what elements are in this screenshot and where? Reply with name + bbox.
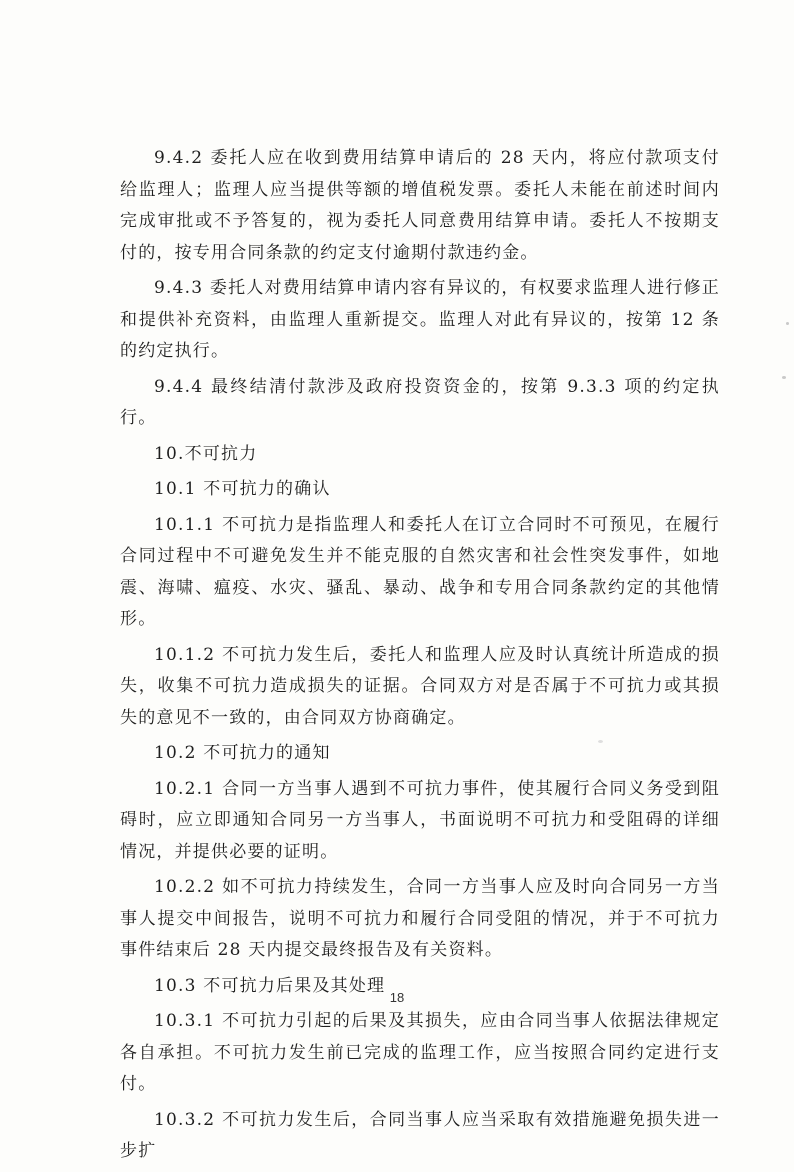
scan-speck (786, 322, 789, 325)
scan-speck (598, 740, 603, 743)
section-heading-10-2: 10.2 不可抗力的通知 (154, 743, 331, 763)
clause-9-4-4: 9.4.4 最终结清付款涉及政府投资资金的，按第 9.3.3 项的约定执行。 (120, 376, 720, 428)
clause-10-3-2: 10.3.2 不可抗力发生后，合同当事人应当采取有效措施避免损失进一步扩 (120, 1109, 720, 1161)
clause-10-1-1: 10.1.1 不可抗力是指监理人和委托人在订立合同时不可预见，在履行合同过程中不可避免发生并不能克服的自然灾害和社会性突发事件，如地震、海啸、瘟疫、水灾、骚乱、暴动、战争和专用合同条款约定的其他情形。 (120, 514, 720, 629)
clause-9-4-3: 9.4.3 委托人对费用结算申请内容有异议的，有权要求监理人进行修正和提供补充资料，由监理人重新提交。监理人对此有异议的，按第 12 条的约定执行。 (120, 278, 720, 361)
clause-10-1-2: 10.1.2 不可抗力发生后，委托人和监理人应及时认真统计所造成的损失，收集不可抗力造成损失的证据。合同双方对是否属于不可抗力或其损失的意见不一致的，由合同双方协商确定。 (120, 644, 720, 728)
section-heading-10-1: 10.1 不可抗力的确认 (154, 479, 331, 499)
clause-9-4-2: 9.4.2 委托人应在收到费用结算申请后的 28 天内，将应付款项支付给监理人；监理人应当提供等额的增值税发票。委托人未能在前述时间内完成审批或不予答复的，视为委托人同意费用结算申请。委托人不按期支付的，按专用合同条款的约定支付逾期付款违约金。 (120, 148, 720, 263)
clause-10-2-2: 10.2.2 如不可抗力持续发生，合同一方当事人应及时向合同另一方当事人提交中间报告，说明不可抗力和履行合同受阻的情况，并于不可抗力事件结束后 28 天内提交最终报告及有关资料。 (120, 877, 720, 960)
document-body (120, 143, 720, 1172)
clause-10-2-1: 10.2.1 合同一方当事人遇到不可抗力事件，使其履行合同义务受到阻碍时，应立即通知合同另一方当事人，书面说明不可抗力和受阻碍的详细情况，并提供必要的证明。 (120, 778, 720, 862)
scan-speck (782, 376, 786, 379)
clause-10-3-1: 10.3.1 不可抗力引起的后果及其损失，应由合同当事人依据法律规定各自承担。不可抗力发生前已完成的监理工作，应当按照合同约定进行支付。 (120, 1011, 720, 1094)
page-number: 18 (389, 990, 405, 1005)
section-heading-10: 10.不可抗力 (154, 443, 258, 464)
section-heading-10-3: 10.3 不可抗力后果及其处理 (154, 975, 386, 996)
